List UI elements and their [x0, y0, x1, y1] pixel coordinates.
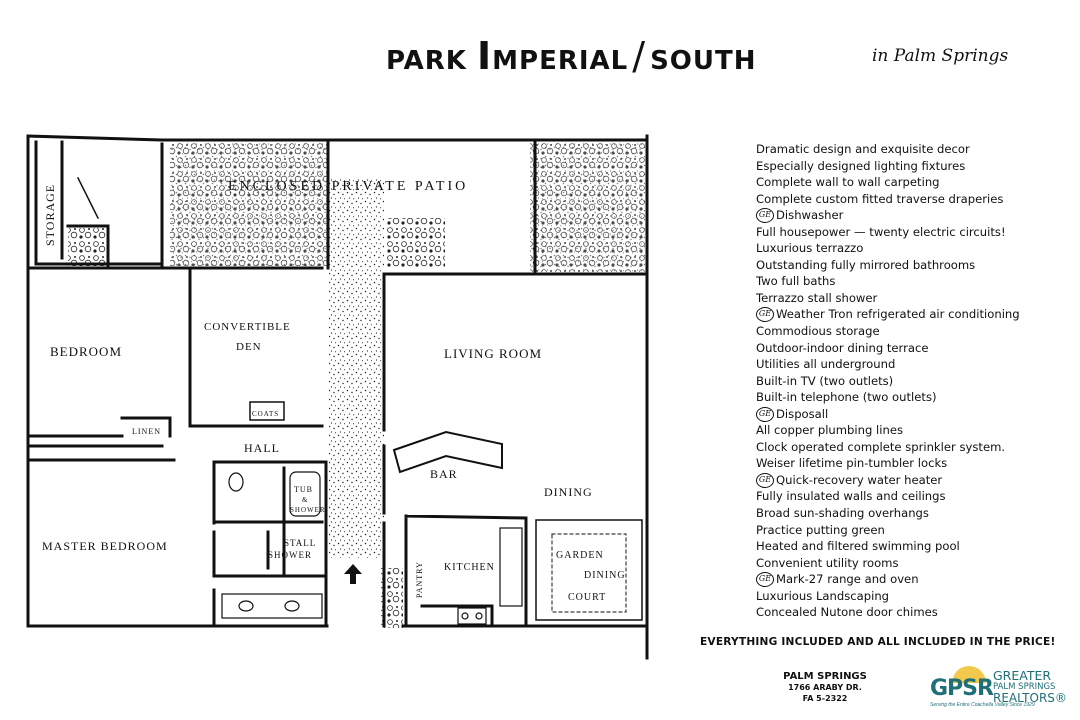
entry-arrow-icon [344, 564, 362, 584]
feature-text: Dishwasher [776, 208, 844, 223]
label-enclosed-patio: ENCLOSED PRIVATE PATIO [228, 179, 469, 194]
patio-stipple-right [530, 142, 645, 272]
feature-text: Outstanding fully mirrored bathrooms [756, 257, 976, 272]
feature-text: Commodious storage [756, 324, 880, 339]
feature-text: Built-in TV (two outlets) [756, 373, 894, 388]
label-coats: COATS [252, 410, 280, 418]
feature-item [756, 273, 1020, 290]
feature-text: Concealed Nutone door chimes [756, 605, 938, 620]
label-stall: STALL [284, 538, 317, 548]
gallery-walkway [329, 178, 384, 558]
ge-logo-icon: GE [756, 473, 774, 488]
storage-door [78, 178, 98, 218]
feature-item [756, 240, 1020, 257]
feature-item [756, 538, 1020, 555]
label-bedroom: BEDROOM [50, 344, 123, 359]
feature-item [756, 555, 1020, 572]
feature-item [756, 191, 1020, 208]
title-imperial-initial: I [477, 34, 493, 78]
feature-item [756, 422, 1020, 439]
toilet-fixture [229, 473, 243, 491]
feature-text: Disposall [776, 406, 829, 421]
feature-text: Built-in telephone (two outlets) [756, 390, 937, 405]
label-dining: DINING [544, 485, 593, 499]
feature-list [756, 141, 1020, 621]
address-city: PALM SPRINGS [783, 671, 867, 682]
vanity-sink-right [285, 601, 299, 611]
ge-logo-icon: GE [756, 208, 774, 223]
feature-text: Practice putting green [756, 522, 885, 537]
feature-item [756, 389, 1020, 406]
label-garden: GARDEN [556, 550, 604, 561]
bar-counter [394, 432, 502, 472]
floor-plan [22, 128, 662, 668]
feature-text: All copper plumbing lines [756, 423, 903, 438]
range-burner-1 [462, 613, 468, 619]
kitchen-counter-east [500, 528, 522, 606]
feature-item [756, 257, 1020, 274]
included-tagline: EVERYTHING INCLUDED AND ALL INCLUDED IN THE PRICE! [700, 636, 1056, 648]
title-imperial-rest: MPERIAL [492, 46, 629, 76]
feature-text: Two full baths [756, 274, 836, 289]
feature-item [756, 522, 1020, 539]
label-convertible: CONVERTIBLE [204, 321, 291, 333]
feature-text: Outdoor-indoor dining terrace [756, 340, 929, 355]
feature-item [756, 439, 1020, 456]
feature-item [756, 306, 1020, 323]
feature-text: Clock operated complete sprinkler system. [756, 439, 1006, 454]
feature-text: Weiser lifetime pin-tumbler locks [756, 456, 948, 471]
feature-item [756, 406, 1020, 423]
feature-text: Luxurious terrazzo [756, 241, 864, 256]
bedroom-south-wall [28, 436, 162, 446]
feature-text: Especially designed lighting fixtures [756, 158, 966, 173]
logo-acronym: GPSR [930, 676, 993, 701]
feature-item [756, 488, 1020, 505]
address-block [770, 671, 880, 704]
gpsr-logo [928, 664, 1074, 712]
feature-item [756, 356, 1020, 373]
range-burner-2 [476, 613, 482, 619]
feature-text: Mark-27 range and oven [776, 572, 919, 587]
feature-text: Fully insulated walls and ceilings [756, 489, 946, 504]
label-kitchen: KITCHEN [444, 562, 495, 573]
feature-item [756, 174, 1020, 191]
label-linen: LINEN [132, 427, 161, 436]
feature-text: Terrazzo stall shower [756, 290, 878, 305]
label-storage: STORAGE [43, 183, 57, 246]
feature-text: Quick-recovery water heater [776, 472, 943, 487]
brochure-subtitle: in Palm Springs [872, 46, 1009, 66]
feature-text: Complete custom fitted traverse draperies [756, 191, 1004, 206]
feature-text: Luxurious Landscaping [756, 588, 890, 603]
vanity-counter [222, 594, 322, 618]
ge-logo-icon: GE [756, 407, 774, 422]
label-den: DEN [236, 341, 262, 353]
feature-item [756, 373, 1020, 390]
feature-item [756, 323, 1020, 340]
title-south: SOUTH [650, 46, 757, 76]
feature-item [756, 340, 1020, 357]
logo-registered-mark: ® [1054, 691, 1067, 705]
label-pantry: PANTRY [415, 561, 424, 598]
label-garden-dining: DINING [584, 570, 626, 581]
feature-item [756, 604, 1020, 621]
address-phone: FA 5-2322 [802, 694, 848, 703]
feature-text: Dramatic design and exquisite decor [756, 142, 970, 156]
feature-item [756, 505, 1020, 522]
label-bar: BAR [430, 467, 458, 481]
label-court: COURT [568, 592, 607, 603]
label-tub: TUB [294, 485, 313, 494]
logo-tagline: Serving the Entire Coachella Valley Since 1929 [930, 702, 1035, 708]
logo-realtors-text: REALTORS [993, 691, 1055, 705]
feature-item [756, 290, 1020, 307]
feature-text: Complete wall to wall carpeting [756, 175, 940, 190]
brochure-title [386, 34, 757, 78]
label-hall: HALL [244, 441, 280, 455]
patio-planter [387, 218, 445, 268]
wall-north [28, 136, 647, 140]
storage-planter [68, 228, 108, 266]
label-amp: & [302, 496, 309, 504]
feature-text: Convenient utility rooms [756, 555, 899, 570]
feature-text: Utilities all underground [756, 357, 896, 372]
address-street: 1766 ARABY DR. [788, 683, 862, 692]
feature-item [756, 472, 1020, 489]
label-master-bedroom: MASTER BEDROOM [42, 539, 168, 553]
feature-item [756, 224, 1020, 241]
feature-item [756, 455, 1020, 472]
patio-stipple-left [170, 142, 328, 266]
label-living-room: LIVING ROOM [444, 346, 543, 361]
feature-item [756, 158, 1020, 175]
label-shower: SHOWER [290, 506, 326, 514]
logo-line-greater: GREATER [993, 668, 1052, 683]
ge-logo-icon: GE [756, 307, 774, 322]
feature-text: Full housepower — twenty electric circuits! [756, 224, 1006, 239]
feature-item [756, 571, 1020, 588]
feature-item [756, 141, 1020, 158]
vanity-sink-left [239, 601, 253, 611]
feature-item [756, 207, 1020, 224]
title-slash: / [632, 34, 647, 78]
title-park: PARK [386, 46, 467, 76]
feature-text: Broad sun-shading overhangs [756, 506, 929, 521]
feature-text: Weather Tron refrigerated air conditioning [776, 307, 1020, 322]
ge-logo-icon: GE [756, 572, 774, 587]
label-stall-shower: SHOWER [268, 550, 312, 560]
feature-text: Heated and filtered swimming pool [756, 539, 960, 554]
feature-item [756, 588, 1020, 605]
logo-line-palm-springs: PALM SPRINGS [993, 682, 1056, 692]
